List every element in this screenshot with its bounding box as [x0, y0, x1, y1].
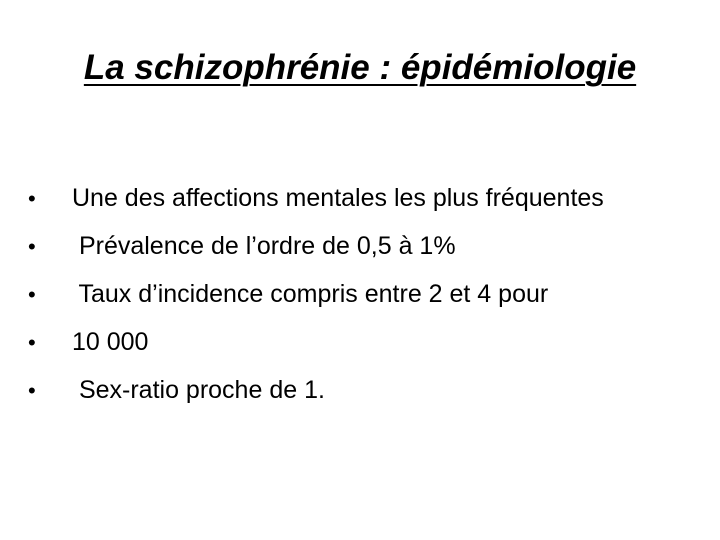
bullet-text: 10 000 — [72, 328, 149, 356]
bullet-icon: • — [28, 234, 36, 259]
bullet-item — [28, 222, 708, 270]
bullet-item — [28, 174, 708, 222]
slide-title: La schizophrénie : épidémiologie — [83, 48, 637, 87]
bullet-item — [28, 318, 708, 366]
bullet-icon: • — [28, 186, 36, 211]
bullet-text: Sex-ratio proche de 1. — [72, 376, 325, 404]
bullet-item — [28, 270, 708, 318]
bullet-icon: • — [28, 282, 36, 307]
bullet-icon: • — [28, 378, 36, 403]
bullet-list — [28, 174, 708, 414]
bullet-item — [28, 366, 708, 414]
bullet-icon: • — [28, 330, 36, 355]
bullet-text: Taux d’incidence compris entre 2 et 4 pour — [72, 280, 549, 308]
bullet-text: Prévalence de l’ordre de 0,5 à 1% — [72, 232, 456, 260]
bullet-text: Une des affections mentales les plus fréquentes — [72, 184, 604, 212]
